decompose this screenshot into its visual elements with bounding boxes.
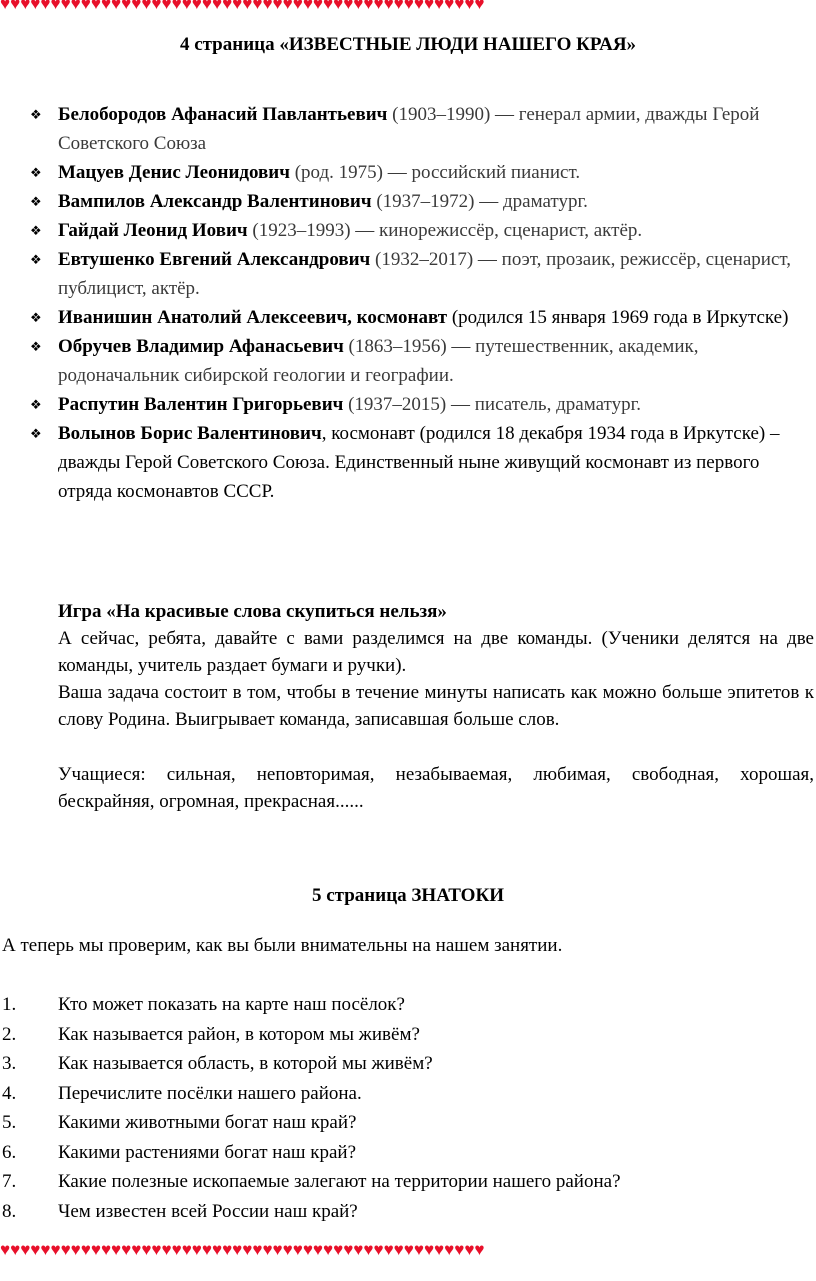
question-text: Чем известен всей России наш край?	[58, 1200, 358, 1222]
heart-icon: ♥	[40, 1240, 51, 1259]
heart-icon: ♥	[201, 0, 212, 13]
heart-icon: ♥	[121, 0, 132, 13]
heart-icon: ♥	[100, 1240, 112, 1259]
heart-icon: ♥	[333, 0, 344, 13]
heart-icon: ♥	[282, 0, 293, 13]
heart-icon: ♥	[232, 1240, 243, 1259]
heart-icon: ♥	[403, 0, 414, 13]
heart-icon: ♥	[80, 1240, 91, 1259]
list-item	[0, 1197, 816, 1227]
diamond-bullet-icon: ❖	[30, 252, 42, 267]
heart-icon: ♥	[423, 1240, 435, 1259]
heart-icon: ♥	[444, 1240, 455, 1259]
heart-icon: ♥	[292, 0, 303, 13]
diamond-bullet-icon: ❖	[30, 339, 42, 354]
diamond-bullet-icon: ❖	[30, 426, 42, 441]
question-number: 5.	[2, 1112, 17, 1133]
heart-icon: ♥	[403, 1240, 414, 1259]
heart-icon: ♥	[181, 0, 192, 13]
heart-icon: ♥	[211, 0, 223, 13]
game-title: Игра «На красивые слова скупиться нельзя»	[58, 601, 447, 622]
heart-icon: ♥	[474, 0, 485, 13]
heart-icon: ♥	[60, 1240, 71, 1259]
list-item	[0, 245, 816, 303]
list-item	[0, 1138, 816, 1168]
list-item	[0, 187, 816, 216]
heart-icon: ♥	[262, 0, 273, 13]
heart-icon: ♥	[272, 1240, 283, 1259]
page4-title: 4 страница «ИЗВЕСТНЫЕ ЛЮДИ НАШЕГО КРАЯ»	[179, 34, 637, 55]
heart-icon: ♥	[292, 1240, 303, 1259]
person-name: Обручев Владимир Афанасьевич	[58, 336, 344, 357]
diamond-bullet-icon: ❖	[30, 223, 42, 238]
heart-icon: ♥	[141, 1240, 152, 1259]
heart-icon: ♥	[323, 1240, 334, 1259]
game-paragraph: Ваша задача состоит в том, чтобы в течение минуты написать как можно больше эпитетов к слову Родина. Выигрывает команда, записавшая больше слов.	[58, 682, 814, 730]
person-description: (1932–2017) — поэт, прозаик, режиссёр, сценарист, публицист, актёр.	[58, 249, 792, 299]
person-name: Вампилов Александр Валентинович	[58, 191, 372, 212]
heart-icon: ♥	[50, 0, 61, 13]
heart-icon: ♥	[222, 1240, 233, 1259]
person-description: (1903–1990) — генерал армии, дважды Герой Советского Союза	[58, 104, 760, 154]
page5-intro: А теперь мы проверим, как вы были внимательны на нашем занятии.	[2, 935, 563, 956]
question-number: 2.	[2, 1023, 17, 1045]
diamond-bullet-icon: ❖	[30, 194, 42, 209]
heart-icon: ♥	[181, 1240, 192, 1259]
heart-icon: ♥	[413, 0, 424, 13]
heart-icon: ♥	[383, 1240, 394, 1259]
question-text: Перечислите посёлки нашего района.	[58, 1082, 362, 1104]
heart-icon: ♥	[10, 0, 21, 13]
heart-icon: ♥	[131, 1240, 142, 1259]
heart-icon: ♥	[282, 1240, 293, 1259]
person-description: , космонавт (родился 18 декабря 1934 года в Иркутске) – дважды Герой Советского Союза. Единственный ныне живущий космонавт из первого отряда космонавтов СССР.	[58, 423, 780, 502]
person-name: Евтушенко Евгений Александрович	[58, 249, 371, 270]
question-number: 6.	[2, 1141, 17, 1163]
heart-icon: ♥	[373, 1240, 384, 1259]
heart-icon: ♥	[50, 1240, 61, 1259]
heart-icon: ♥	[393, 1240, 404, 1259]
heart-icon: ♥	[343, 1240, 354, 1259]
heart-icon: ♥	[312, 1240, 323, 1259]
heart-icon: ♥	[242, 1240, 253, 1259]
question-text: Кто может показать на карте наш посёлок?	[58, 994, 405, 1015]
heart-icon: ♥	[454, 1240, 465, 1259]
heart-icon: ♥	[312, 0, 323, 13]
heart-icon: ♥	[90, 0, 101, 13]
heart-icon: ♥	[141, 0, 152, 13]
heart-icon: ♥	[100, 0, 112, 13]
heart-icon: ♥	[191, 1240, 202, 1259]
heart-icon: ♥	[353, 1240, 364, 1259]
question-number: 8.	[2, 1200, 17, 1222]
heart-icon: ♥	[111, 0, 122, 13]
heart-icon: ♥	[363, 1240, 374, 1259]
heart-icon: ♥	[222, 0, 233, 13]
heart-icon: ♥	[434, 0, 445, 13]
heart-icon: ♥	[30, 0, 41, 13]
game-section	[58, 598, 814, 815]
heart-icon: ♥	[171, 0, 182, 13]
heart-icon: ♥	[121, 1240, 132, 1259]
person-name: Белобородов Афанасий Павлантьевич	[58, 104, 388, 125]
question-text: Как называется область, в которой мы живём?	[58, 1053, 433, 1074]
list-item	[0, 332, 816, 390]
list-item	[0, 990, 816, 1020]
question-text: Как называется район, в котором мы живём?	[58, 1023, 420, 1045]
heart-icon: ♥	[0, 1240, 11, 1259]
heart-icon: ♥	[343, 0, 354, 13]
list-item	[0, 100, 816, 158]
person-name: Распутин Валентин Григорьевич	[58, 394, 344, 415]
heart-icon: ♥	[90, 1240, 101, 1259]
heart-border-bottom	[0, 1240, 816, 1260]
heart-icon: ♥	[60, 0, 71, 13]
heart-icon: ♥	[70, 0, 81, 13]
person-name: Гайдай Леонид Иович	[58, 220, 248, 241]
heart-icon: ♥	[333, 1240, 344, 1259]
heart-icon: ♥	[70, 1240, 81, 1259]
question-number: 3.	[2, 1053, 17, 1074]
heart-icon: ♥	[373, 0, 384, 13]
person-description: (1863–1956) — путешественник, академик, родоначальник сибирской геологии и географии.	[58, 336, 699, 386]
heart-icon: ♥	[161, 0, 172, 13]
person-description: (род. 1975) — российский пианист.	[289, 162, 581, 183]
list-item	[0, 303, 816, 332]
person-description: (1937–1972) — драматург.	[371, 191, 588, 212]
diamond-bullet-icon: ❖	[30, 310, 42, 325]
heart-icon: ♥	[191, 0, 202, 13]
heart-icon: ♥	[383, 0, 394, 13]
heart-icon: ♥	[151, 1240, 162, 1259]
heart-icon: ♥	[323, 0, 334, 13]
list-item	[0, 1167, 816, 1197]
heart-icon: ♥	[80, 0, 91, 13]
list-item	[0, 1049, 816, 1079]
question-text: Какими животными богат наш край?	[58, 1112, 357, 1133]
page5-title: 5 страница ЗНАТОКИ	[311, 885, 505, 906]
heart-icon: ♥	[363, 0, 374, 13]
person-description: (родился 15 января 1969 года в Иркутске)	[447, 307, 789, 328]
person-name: Иванишин Анатолий Алексеевич, космонавт	[58, 307, 448, 328]
game-paragraph: А сейчас, ребята, давайте с вами разделимся на две команды. (Ученики делятся на две команды, учитель раздает бумаги и ручки).	[58, 628, 814, 676]
heart-icon: ♥	[302, 1240, 313, 1259]
heart-icon: ♥	[232, 0, 243, 13]
heart-icon: ♥	[262, 1240, 273, 1259]
heart-icon: ♥	[242, 0, 253, 13]
list-item	[0, 158, 816, 187]
heart-icon: ♥	[474, 1240, 485, 1259]
heart-icon: ♥	[464, 0, 475, 13]
list-item	[0, 1079, 816, 1109]
questions-list	[0, 990, 816, 1226]
heart-icon: ♥	[252, 1240, 263, 1259]
question-text: Какими растениями богат наш край?	[58, 1141, 357, 1163]
heart-icon: ♥	[201, 1240, 212, 1259]
question-number: 4.	[2, 1082, 17, 1104]
heart-icon: ♥	[20, 0, 31, 13]
heart-icon: ♥	[353, 0, 364, 13]
diamond-bullet-icon: ❖	[30, 397, 42, 412]
heart-icon: ♥	[171, 1240, 182, 1259]
heart-icon: ♥	[464, 1240, 475, 1259]
famous-people-list	[0, 100, 816, 506]
heart-icon: ♥	[302, 0, 313, 13]
list-item	[0, 419, 816, 506]
heart-icon: ♥	[30, 1240, 41, 1259]
diamond-bullet-icon: ❖	[30, 165, 42, 180]
heart-icon: ♥	[10, 1240, 21, 1259]
list-item	[0, 1020, 816, 1050]
heart-icon: ♥	[20, 1240, 31, 1259]
heart-icon: ♥	[444, 0, 455, 13]
heart-icon: ♥	[454, 0, 465, 13]
heart-icon: ♥	[111, 1240, 122, 1259]
person-name: Волынов Борис Валентинович	[58, 423, 322, 444]
heart-icon: ♥	[161, 1240, 172, 1259]
question-text: Какие полезные ископаемые залегают на территории нашего района?	[58, 1171, 621, 1192]
list-item	[0, 1108, 816, 1138]
heart-icon: ♥	[393, 0, 404, 13]
heart-icon: ♥	[252, 0, 263, 13]
heart-icon: ♥	[151, 0, 162, 13]
heart-icon: ♥	[434, 1240, 445, 1259]
heart-icon: ♥	[40, 0, 51, 13]
heart-icon: ♥	[413, 1240, 424, 1259]
list-item	[0, 390, 816, 419]
person-description: (1937–2015) — писатель, драматург.	[343, 394, 641, 415]
list-item	[0, 216, 816, 245]
person-description: (1923–1993) — кинорежиссёр, сценарист, актёр.	[247, 220, 643, 241]
diamond-bullet-icon: ❖	[30, 107, 42, 122]
game-paragraph: Учащиеся: сильная, неповторимая, незабываемая, любимая, свободная, хорошая, бескрайняя, огромная, прекрасная......	[58, 764, 814, 812]
heart-border-top	[0, 0, 816, 14]
heart-icon: ♥	[211, 1240, 223, 1259]
person-name: Мацуев Денис Леонидович	[58, 162, 290, 183]
heart-icon: ♥	[0, 0, 11, 13]
heart-icon: ♥	[272, 0, 283, 13]
question-number: 1.	[2, 994, 17, 1015]
heart-icon: ♥	[423, 0, 435, 13]
question-number: 7.	[2, 1171, 17, 1192]
heart-icon: ♥	[131, 0, 142, 13]
